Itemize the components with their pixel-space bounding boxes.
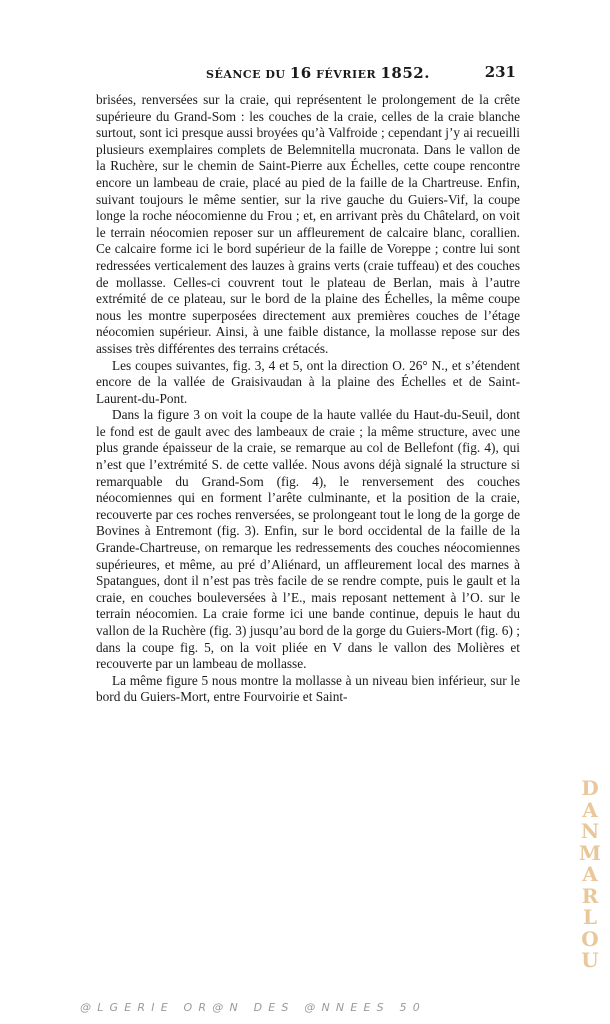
side-watermark-letter: L <box>582 905 598 929</box>
paragraph-3: Dans la figure 3 on voit la coupe de la haute vallée du Haut-du-Seuil, dont le fond est de gault avec des lambeaux de craie ; la même structure, avec une plus grande épaisseur de la craie, se remarque au col de Bellefont (fig. 4), qui n’est que l’extrémité S. de cette vallée. Nous avons déjà signalé la structure si remarquable du Grand-Som (fig. 4), le renversement des couches néocomiennes qui en forment l’arête culminante, et la position de la craie, recouverte par ces roches renversées, se prolongeant tout le long de la gorge de Bovines à Entremont (fig. 3). Enfin, sur le bord occidental de la faille de la Grande-Chartreuse, on remarque les redressements des couches néocomiennes supérieures, et même, au pré d’Aliénard, un affleurement local des marnes à Spatangues, dont il n’est pas très facile de se rendre compte, puis le gault et la craie, en couches bouleversées à l’E., mais reposant nettement à l’O. sur le terrain néocomien. La craie forme ici une bande continue, depuis le haut du vallon de la Ruchère (fig. 3) jusqu’au bord de la gorge du Guiers-Mort (fig. 6) ; dans la coupe fig. 5, on la voit pliée en V dans le vallon des Molières et recouverte par un lambeau de mollasse. <box>96 407 520 672</box>
paragraph-2: Les coupes suivantes, fig. 3, 4 et 5, ont la direction O. 26° N., et s’étendent encore de la vallée de Graisivaudan à la plaine des Échelles et de Saint-Laurent-du-Pont. <box>96 357 520 406</box>
paragraph-4: La même figure 5 nous montre la mollasse à un niveau bien inférieur, sur le bord du Guiers-Mort, entre Fourvoirie et Saint- <box>96 672 520 705</box>
footer-watermark: @LGERIE OR@N DES @NNEES 50 <box>80 1001 426 1014</box>
side-watermark-letter: O <box>581 926 599 951</box>
side-watermark-letter: R <box>581 883 599 908</box>
side-watermark <box>578 778 602 972</box>
side-watermark-letter: A <box>582 797 598 822</box>
running-head-pre: SÉANCE DU <box>206 68 286 81</box>
body-text <box>96 92 520 706</box>
running-head <box>206 64 430 82</box>
side-watermark-letter: N <box>580 819 600 843</box>
running-head-month: FÉVRIER <box>316 68 377 81</box>
side-watermark-letter: U <box>581 948 599 972</box>
paragraph-1: brisées, renversées sur la craie, qui représentent le prolongement de la crête supérieure du Grand-Som : les couches de la craie, celles de la craie blanche surtout, sont ici presque aussi broyées qu’à Valfroide ; cependant j’y ai recueilli plusieurs exemplaires complets de Belemnitella mucronata. Dans le vallon de la Ruchère, sur le chemin de Saint-Pierre aux Échelles, cette coupe rencontre encore un lambeau de craie, placé au pied de la faille de la Chartreuse. Enfin, suivant toujours le même sentier, sur la rive gauche du Guiers-Vif, la coupe longe la roche néocomienne du Frou ; et, en arrivant près du Châtelard, on voit le terrain néocomien reposer sur un affleurement de calcaire blanc, corallien. Ce calcaire forme ici le bord supérieur de la faille de Voreppe ; contre lui sont redressées verticalement des lauzes à grains verts (craie tuffeau) et des couches de mollasse. Celles-ci couvrent tout le plateau de Berlan, mais à l’autre extrémité de ce plateau, sur le bord de la plaine des Échelles, la même coupe nous les montre superposées directement aux premières couches de l’étage néocomien supérieur. Ainsi, à une faible distance, la mollasse repose sur des assises très différentes des terrains crétacés. <box>96 92 520 356</box>
side-watermark-letter: A <box>582 862 598 886</box>
side-watermark-letter: M <box>578 840 602 865</box>
side-watermark-letter: D <box>581 776 599 800</box>
page-header <box>96 64 516 84</box>
running-head-day: 16 <box>289 64 312 82</box>
running-head-year: 1852. <box>380 64 430 82</box>
page-number: 231 <box>484 63 516 81</box>
